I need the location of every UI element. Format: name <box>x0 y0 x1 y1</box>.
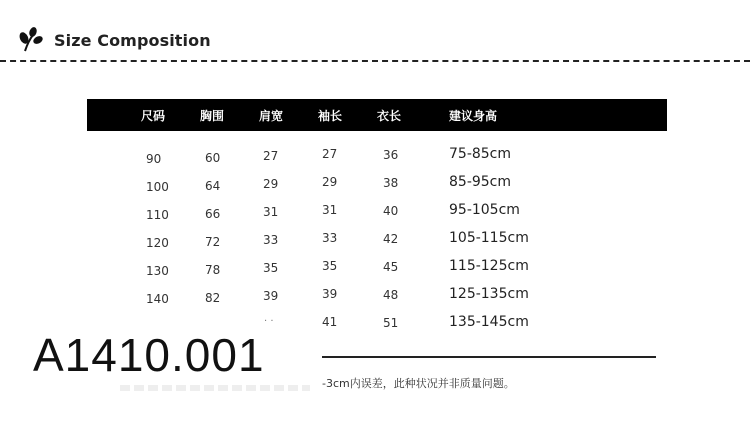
table-header <box>87 99 667 131</box>
table-cell: 85-95cm <box>449 174 512 190</box>
table-cell: 36 <box>383 148 399 162</box>
table-cell: 72 <box>205 235 221 249</box>
table-cell: 140 <box>146 292 169 306</box>
table-cell: 33 <box>263 233 279 247</box>
column-header-chest: 胸围 <box>200 109 225 123</box>
table-cell: 135-145cm <box>449 314 529 330</box>
table-cell: 33 <box>322 231 338 245</box>
table-cell: 31 <box>263 205 279 219</box>
table-cell: 105-115cm <box>449 230 529 246</box>
table-cell: 64 <box>205 179 221 193</box>
column-header-shoulder: 肩宽 <box>259 109 284 123</box>
table-cell: 78 <box>205 263 221 277</box>
table-cell: 110 <box>146 208 169 222</box>
tolerance-note: -3cm内误差，此种状况并非质量问题。 <box>322 377 515 390</box>
table-cell: 35 <box>322 259 338 273</box>
product-code: A1410.001 <box>33 329 265 381</box>
leaf-icon <box>18 27 44 53</box>
column-header-size: 尺码 <box>141 109 166 123</box>
dashed-divider <box>0 60 750 62</box>
table-cell: 95-105cm <box>449 202 520 218</box>
table-cell: 125-135cm <box>449 286 529 302</box>
ticks-mark: . . <box>264 313 274 324</box>
table-cell: 39 <box>263 289 279 303</box>
table-cell: 48 <box>383 288 399 302</box>
table-cell: 130 <box>146 264 169 278</box>
table-cell: 120 <box>146 236 169 250</box>
table-cell: 66 <box>205 207 221 221</box>
column-header-length: 衣长 <box>377 109 402 123</box>
page-title: Size Composition <box>54 30 211 50</box>
table-cell: 75-85cm <box>449 146 512 162</box>
table-cell: 41 <box>322 315 338 329</box>
table-cell: 31 <box>322 203 338 217</box>
table-cell: 29 <box>322 175 338 189</box>
table-cell: 51 <box>383 316 399 330</box>
table-cell: 42 <box>383 232 399 246</box>
table-cell: 27 <box>263 149 279 163</box>
table-cell: 100 <box>146 180 169 194</box>
section-header <box>18 26 211 54</box>
note-divider <box>322 356 656 358</box>
watermark <box>120 385 310 391</box>
table-cell: 29 <box>263 177 279 191</box>
table-cell: 35 <box>263 261 279 275</box>
table-cell: 38 <box>383 176 399 190</box>
table-cell: 60 <box>205 151 221 165</box>
column-header-height: 建议身高 <box>449 109 498 123</box>
table-cell: 115-125cm <box>449 258 529 274</box>
table-cell: 40 <box>383 204 399 218</box>
table-cell: 27 <box>322 147 338 161</box>
table-cell: 39 <box>322 287 338 301</box>
table-cell: 82 <box>205 291 221 305</box>
column-header-sleeve: 袖长 <box>318 109 343 123</box>
table-cell: 45 <box>383 260 399 274</box>
table-cell: 90 <box>146 152 162 166</box>
